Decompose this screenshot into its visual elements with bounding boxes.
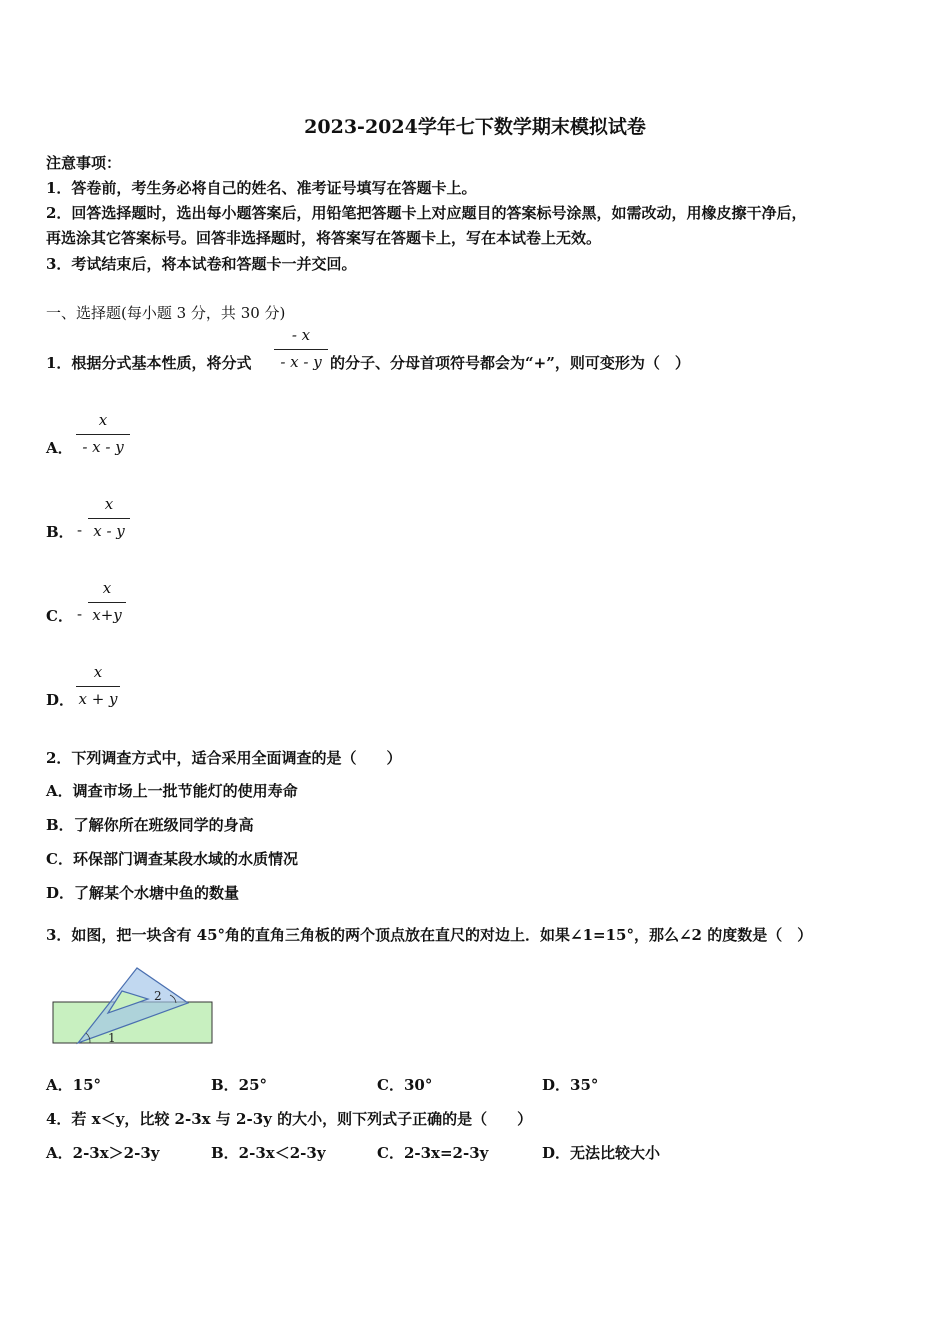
q1-option-c-label: C．	[46, 607, 73, 625]
option-numerator: x	[102, 579, 112, 597]
notice-heading: 注意事项：	[46, 154, 122, 172]
option-denominator: - x - y	[82, 438, 124, 456]
q2-option-b: B．了解你所在班级同学的身高	[46, 816, 254, 834]
q1-option-d-label: D．	[46, 691, 75, 709]
q4-option-d: D．无法比较大小	[542, 1144, 661, 1162]
angle-2-label: 2	[154, 989, 162, 1003]
q4-option-a: A．2-3x＞2-3y	[46, 1144, 160, 1162]
q1-option-b-sign: -	[77, 521, 83, 539]
q1-fraction	[274, 326, 328, 376]
q1-option-d-fraction	[76, 663, 120, 713]
notice-line-3: 3．考试结束后，将本试卷和答题卡一并交回。	[46, 255, 357, 273]
q2-option-c: C．环保部门调查某段水域的水质情况	[46, 850, 298, 868]
q1-text-after: 的分子、分母首项符号都会为“+”，则可变形为（ ）	[330, 354, 690, 372]
q3-stem: 3．如图，把一块含有 45°角的直角三角板的两个顶点放在直尺的对边上．如果∠1=15°，那么∠2 的度数是（ ）	[46, 926, 813, 944]
page-title: 2023-2024学年七下数学期末模拟试卷	[304, 116, 646, 138]
option-denominator: x - y	[93, 522, 125, 540]
q1-option-a-label: A．	[46, 439, 73, 457]
q2-stem: 2．下列调查方式中，适合采用全面调查的是（ ）	[46, 749, 402, 767]
fraction-bar	[88, 518, 130, 519]
fraction-bar	[76, 686, 120, 687]
notice-line-1: 1．答卷前，考生务必将自己的姓名、准考证号填写在答题卡上。	[46, 179, 477, 197]
q3-option-a: A．15°	[46, 1076, 102, 1094]
q1-option-c-fraction	[88, 579, 126, 629]
option-numerator: x	[104, 495, 114, 513]
fraction-bar	[274, 349, 328, 350]
q1-option-b-label: B．	[46, 523, 74, 541]
q3-option-d: D．35°	[542, 1076, 599, 1094]
q1-fraction-numerator: - x	[291, 326, 311, 344]
angle-1-label: 1	[108, 1031, 116, 1045]
notice-line-2b: 再选涂其它答案标号。回答非选择题时，将答案写在答题卡上，写在本试卷上无效。	[46, 229, 602, 247]
notice-line-2a: 2．回答选择题时，选出每小题答案后，用铅笔把答题卡上对应题目的答案标号涂黑，如需改动，用橡皮擦干净后，	[46, 204, 807, 222]
fraction-bar	[76, 434, 130, 435]
q4-stem: 4．若 x＜y，比较 2-3x 与 2-3y 的大小，则下列式子正确的是（ ）	[46, 1110, 533, 1128]
q1-option-a-fraction	[76, 411, 130, 461]
q1-text-before: 1．根据分式基本性质，将分式	[46, 354, 252, 372]
fraction-bar	[88, 602, 126, 603]
q1-option-c-sign: -	[77, 605, 83, 623]
q4-option-c: C．2-3x=2-3y	[377, 1144, 489, 1162]
option-denominator: x+y	[92, 606, 122, 624]
q3-option-b: B．25°	[211, 1076, 268, 1094]
q1-fraction-denominator: - x - y	[280, 353, 322, 371]
q4-option-b: B．2-3x＜2-3y	[211, 1144, 326, 1162]
option-numerator: x	[93, 663, 103, 681]
q2-option-d: D．了解某个水塘中鱼的数量	[46, 884, 240, 902]
option-denominator: x + y	[78, 690, 118, 708]
section-heading: 一、选择题(每小题 3 分，共 30 分)	[46, 304, 286, 322]
q2-option-a: A．调查市场上一批节能灯的使用寿命	[46, 782, 298, 800]
q3-option-c: C．30°	[377, 1076, 433, 1094]
option-numerator: x	[98, 411, 108, 429]
q3-figure	[50, 965, 220, 1050]
q1-option-b-fraction	[88, 495, 130, 545]
